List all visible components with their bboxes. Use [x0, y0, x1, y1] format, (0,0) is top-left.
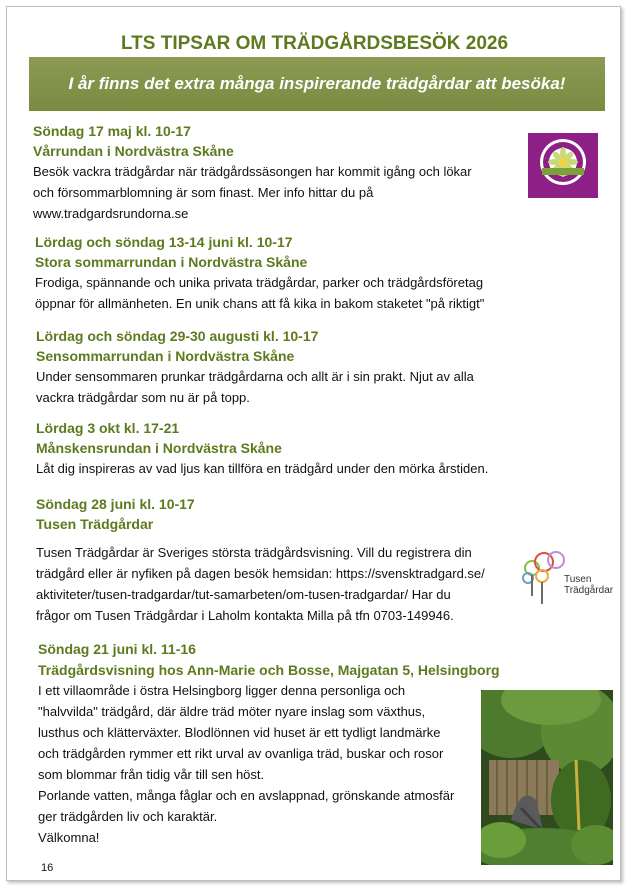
text-line: vackra trädgårdar som nu är på topp.	[36, 390, 250, 405]
event-manskensrundan	[36, 418, 488, 479]
event-name: Månskensrundan i Nordvästra Skåne	[36, 440, 282, 456]
banner-text: I år finns det extra många inspirerande trädgårdar att besöka!	[68, 74, 566, 93]
event-description	[38, 680, 500, 848]
text-line: Låt dig inspireras av vad ljus kan tillföra en trädgård under den mörka årstiden.	[36, 461, 489, 476]
event-tusen-tradgardar	[36, 494, 485, 626]
event-description	[36, 366, 474, 408]
text-line: öppnar för allmänheten. En unik chans att få kika in bakom staketet "på riktigt"	[35, 296, 485, 311]
event-description	[36, 458, 488, 479]
event-date: Lördag 3 okt kl. 17-21	[36, 420, 180, 436]
text-line: "halvvilda" trädgård, där äldre träd möter nyare inslag som växthus,	[38, 704, 426, 719]
event-description	[36, 542, 485, 626]
flower-badge-icon	[528, 133, 598, 198]
event-tradgardsvisning-helsingborg	[38, 639, 500, 848]
tusen-tradgardar-logo	[518, 546, 614, 606]
trees-icon	[518, 546, 566, 606]
event-varrundan	[33, 121, 472, 224]
text-line: och trädgården rymmer ett rikt urval av ovanliga träd, buskar och rosor	[38, 746, 444, 761]
text-line: Besök vackra trädgårdar när trädgårdssäsongen har kommit igång och lökar	[33, 164, 472, 179]
text-line: Frodiga, spännande och unika privata trädgårdar, parker och trädgårdsföretag	[35, 275, 484, 290]
tusen-logo-line: Tusen	[564, 574, 592, 585]
text-line: I ett villaområde i östra Helsingborg ligger denna personliga och	[38, 683, 406, 698]
event-sensommarrundan	[36, 326, 474, 408]
tusen-logo-text	[564, 574, 613, 596]
event-name: Stora sommarrundan i Nordvästra Skåne	[35, 254, 308, 270]
event-name: Tusen Trädgårdar	[36, 516, 154, 532]
text-line: frågor om Tusen Trädgårdar i Laholm kontakta Milla på tfn 0703-149946.	[36, 608, 454, 623]
text-line: och försommarblomning är som finast. Mer info hittar du på	[33, 185, 374, 200]
banner	[29, 57, 605, 111]
garden-photo	[481, 690, 613, 865]
event-date: Söndag 17 maj kl. 10-17	[33, 123, 191, 139]
garden-photo-image	[481, 690, 613, 865]
text-line: som blommar från tidig vår till sen höst.	[38, 767, 265, 782]
event-date: Söndag 21 juni kl. 11-16	[38, 641, 196, 657]
page-number: 16	[41, 862, 54, 874]
event-name: Trädgårdsvisning hos Ann-Marie och Bosse, Majgatan 5, Helsingborg	[38, 662, 500, 678]
event-sommarrundan	[35, 232, 484, 314]
tusen-logo-line: Trädgårdar	[564, 585, 614, 596]
text-line: Tusen Trädgårdar är Sveriges största trädgårdsvisning. Vill du registrera din	[36, 545, 472, 560]
event-description	[33, 161, 472, 224]
text-line: trädgård eller är nyfiken på dagen besök hemsidan: https://svensktradgard.se/	[36, 566, 485, 581]
event-name: Sensommarrundan i Nordvästra Skåne	[36, 348, 295, 364]
event-date: Lördag och söndag 29-30 augusti kl. 10-17	[36, 328, 319, 344]
text-line: aktiviteter/tusen-tradgardar/tut-samarbeten/om-tusen-tradgardar/ Har du	[36, 587, 451, 602]
tradgardsrundorna-logo	[528, 133, 598, 198]
page-title: LTS TIPSAR OM TRÄDGÅRDSBESÖK 2026	[120, 33, 509, 54]
text-line: Under sensommaren prunkar trädgårdarna och allt är i sin prakt. Njut av alla	[36, 369, 474, 384]
event-date: Söndag 28 juni kl. 10-17	[36, 496, 195, 512]
event-date: Lördag och söndag 13-14 juni kl. 10-17	[35, 234, 293, 250]
event-description	[35, 272, 484, 314]
text-line: Välkomna!	[38, 830, 100, 845]
text-line: ger trädgården liv och karaktär.	[38, 809, 218, 824]
text-line: Porlande vatten, många fåglar och en avslappnad, grönskande atmosfär	[38, 788, 455, 803]
text-line: lusthus och klätterväxter. Blodlönnen vid huset är ett tydligt landmärke	[38, 725, 441, 740]
event-name: Vårrundan i Nordvästra Skåne	[33, 143, 234, 159]
text-line: www.tradgardsrundorna.se	[33, 206, 189, 221]
